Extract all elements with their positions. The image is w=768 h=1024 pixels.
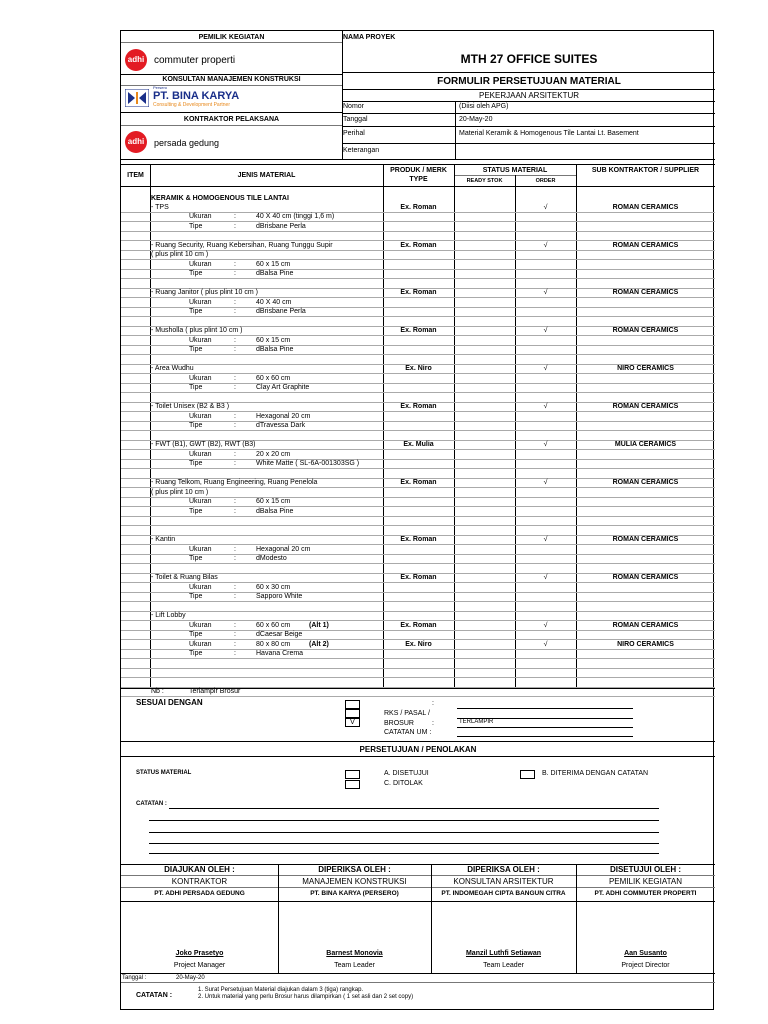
contractor-label: KONTRAKTOR PELAKSANA <box>183 116 280 123</box>
spec-label: Ukuran <box>189 640 212 648</box>
spec-alt-suffix: (Alt 2) <box>309 640 329 648</box>
option-b-checkbox[interactable] <box>520 770 535 779</box>
signature-name: Joko Prasetyo <box>175 950 224 957</box>
spec-colon: : <box>234 222 236 230</box>
row-divider <box>121 278 715 279</box>
compliance-colon-2: : <box>432 720 434 727</box>
brand-cell: Ex. Roman <box>400 203 437 211</box>
material-name: - Musholla ( plus plint 10 cm ) <box>151 327 243 334</box>
spec-label: Ukuran <box>189 374 212 382</box>
supplier-cell: ROMAN CERAMICS <box>612 621 679 629</box>
row-divider <box>121 668 715 669</box>
signature-name: Manzil Luthfi Setiawan <box>465 950 542 957</box>
signature-name: Barnest Monovia <box>326 950 383 957</box>
row-divider <box>121 383 715 384</box>
supplier-cell: ROMAN CERAMICS <box>612 241 679 249</box>
row-divider <box>121 430 715 431</box>
row-divider <box>121 221 715 222</box>
work-title: PEKERJAAN ARSITEKTUR <box>478 91 580 100</box>
signature-company: PT. ADHI PERSADA GEDUNG <box>154 890 245 897</box>
spec-colon: : <box>234 593 236 600</box>
row-divider <box>121 307 715 308</box>
row-divider <box>121 554 715 555</box>
brand-cell: Ex. Roman <box>400 403 437 410</box>
owner-logo-icon: adhi <box>125 49 147 71</box>
compliance-label-1: RKS / PASAL / <box>384 710 430 717</box>
bina-karya-logo-icon <box>125 89 149 107</box>
supplier-cell: MULIA CERAMICS <box>614 441 677 448</box>
field-perihal-label: Perihal <box>343 130 365 137</box>
spec-value: Clay Art Graphite <box>256 384 310 391</box>
form-title: FORMULIR PERSETUJUAN MATERIAL <box>437 76 621 87</box>
spec-value: White Matte ( SL-6A-001303SG ) <box>256 460 360 467</box>
material-name: ( plus plint 10 cm ) <box>151 488 209 496</box>
row-divider <box>121 231 715 232</box>
footer-date-value: 20-May-20 <box>176 975 205 981</box>
brand-cell: Ex. Roman <box>400 536 437 543</box>
brand-cell: Ex. Niro <box>405 640 432 648</box>
spec-label: Tipe <box>189 270 203 277</box>
signature-title: Project Manager <box>173 962 226 969</box>
field-nomor-label: Nomor <box>343 103 365 110</box>
col-status-header: STATUS MATERIAL <box>482 167 548 174</box>
spec-value: 60 x 60 cm <box>256 374 291 382</box>
material-name: - TPS <box>151 203 169 211</box>
row-divider <box>121 354 715 355</box>
field-tanggal-value: 20-May-20 <box>459 116 493 123</box>
row-divider <box>121 696 715 697</box>
order-check: √ <box>543 621 548 629</box>
col-sub-header: SUB KONTRAKTOR / SUPPLIER <box>591 167 700 174</box>
compliance-check-0[interactable] <box>345 700 360 709</box>
row-divider <box>121 658 715 659</box>
signature-party: KONSULTAN ARSITEKTUR <box>453 877 554 886</box>
spec-label: Tipe <box>189 555 203 562</box>
spec-value: Sapporo White <box>256 593 303 600</box>
order-check: √ <box>543 640 548 648</box>
spec-value: 60 x 15 cm <box>256 336 291 344</box>
supplier-cell: ROMAN CERAMICS <box>612 203 679 211</box>
spec-colon: : <box>234 650 236 657</box>
material-name: - Area Wudhu <box>151 365 194 372</box>
spec-value: dBalsa Pine <box>256 270 294 277</box>
col-ready-header: READY STOK <box>466 178 503 184</box>
spec-label: Tipe <box>189 222 203 230</box>
spec-label: Ukuran <box>189 412 212 420</box>
row-divider <box>121 649 715 650</box>
signature-role: DIAJUKAN OLEH : <box>164 865 235 874</box>
spec-colon: : <box>234 260 236 268</box>
material-approval-form <box>120 30 714 1010</box>
row-divider <box>121 611 715 612</box>
spec-value: 60 x 15 cm <box>256 498 291 505</box>
row-divider <box>121 677 715 678</box>
spec-value: 80 x 80 cm <box>256 640 291 648</box>
compliance-colon-0: : <box>432 700 434 707</box>
spec-label: Tipe <box>189 422 203 429</box>
signature-role: DISETUJUI OLEH : <box>609 865 682 874</box>
row-divider <box>121 269 715 270</box>
spec-label: Tipe <box>189 631 203 638</box>
row-divider <box>121 316 715 317</box>
spec-colon: : <box>234 422 236 429</box>
project-label: NAMA PROYEK <box>343 34 396 41</box>
project-name: MTH 27 OFFICE SUITES <box>460 52 598 66</box>
material-name: - Toilet Unisex (B2 & B3 ) <box>151 403 230 410</box>
spec-value: dBalsa Pine <box>256 507 294 515</box>
spec-colon: : <box>234 298 236 306</box>
field-nomor-value: (Diisi oleh APG) <box>459 103 509 110</box>
approval-title: PERSETUJUAN / PENOLAKAN <box>359 745 477 754</box>
spec-value: Hexagonal 20 cm <box>256 545 311 553</box>
row-divider <box>121 516 715 517</box>
material-name: - Lift Lobby <box>151 612 186 619</box>
material-name: - FWT (B1), GWT (B2), RWT (B3) <box>151 441 256 448</box>
spec-label: Ukuran <box>189 498 212 505</box>
signature-title: Team Leader <box>483 962 524 969</box>
material-name: - Toilet & Ruang Bilas <box>151 574 218 581</box>
material-name: - Ruang Janitor ( plus plint 10 cm ) <box>151 289 258 296</box>
spec-colon: : <box>234 640 236 648</box>
compliance-check-1[interactable] <box>345 709 360 718</box>
spec-colon: : <box>234 507 236 515</box>
spec-label: Tipe <box>189 460 203 467</box>
material-name: - Ruang Telkom, Ruang Engineering, Ruang Penelola <box>151 479 318 486</box>
order-check: √ <box>543 327 548 334</box>
brand-cell: Ex. Roman <box>400 241 437 249</box>
spec-value: 20 x 20 cm <box>256 450 291 458</box>
field-keterangan-label: Keterangan <box>343 147 380 154</box>
spec-colon: : <box>234 213 236 220</box>
spec-colon: : <box>234 346 236 353</box>
spec-colon: : <box>234 412 236 420</box>
consultant-logo-tagline: Consulting & Development Partner <box>153 102 230 108</box>
brand-cell: Ex. Roman <box>400 289 437 296</box>
footer-note-2: 2. Untuk material yang perlu Brosur harus dilampirkan ( 1 set asli dan 2 set copy) <box>198 994 414 1000</box>
note-value: Terlampir Brosur <box>189 688 241 695</box>
order-check: √ <box>543 536 548 543</box>
compliance-label-3: CATATAN UM : <box>384 729 432 736</box>
option-a-checkbox[interactable] <box>345 770 360 779</box>
consultant-label: KONSULTAN MANAJEMEN KONSTRUKSI <box>162 76 301 83</box>
row-divider <box>121 601 715 602</box>
spec-value: dModesto <box>256 555 287 562</box>
spec-colon: : <box>234 308 236 315</box>
footer-note-1: 1. Surat Persetujuan Material diajukan dalam 3 (tiga) rangkap. <box>198 987 364 993</box>
spec-label: Tipe <box>189 308 203 315</box>
order-check: √ <box>543 479 548 486</box>
option-c-checkbox[interactable] <box>345 780 360 789</box>
spec-value: dBalsa Pine <box>256 346 294 353</box>
order-check: √ <box>543 403 548 410</box>
signature-party: KONTRAKTOR <box>171 877 228 886</box>
spec-value: dCaesar Beige <box>256 631 303 638</box>
signature-name: Aan Susanto <box>624 950 667 957</box>
spec-label: Tipe <box>189 593 203 600</box>
owner-label: PEMILIK KEGIATAN <box>198 34 265 41</box>
contractor-logo-icon: adhi <box>125 131 147 153</box>
spec-colon: : <box>234 555 236 562</box>
signature-blocks <box>121 864 715 973</box>
row-divider <box>121 421 715 422</box>
supplier-cell: ROMAN CERAMICS <box>612 574 679 581</box>
notes-field[interactable] <box>149 806 659 854</box>
signature-party: PEMILIK KEGIATAN <box>608 877 683 886</box>
spec-colon: : <box>234 498 236 505</box>
row-divider <box>121 487 715 488</box>
row-divider <box>121 468 715 469</box>
spec-value: dTravessa Dark <box>256 422 306 429</box>
spec-label: Ukuran <box>189 621 212 629</box>
order-check: √ <box>543 289 548 296</box>
spec-label: Ukuran <box>189 545 212 553</box>
signature-party: MANAJEMEN KONSTRUKSI <box>302 877 407 886</box>
spec-colon: : <box>234 460 236 467</box>
footer-notes-label: CATATAN : <box>136 992 173 999</box>
spec-value: Havana Crema <box>256 650 304 657</box>
spec-label: Ukuran <box>189 336 212 344</box>
footer-date-label: Tanggal : <box>122 975 147 981</box>
brand-cell: Ex. Roman <box>400 479 437 486</box>
row-divider <box>121 459 715 460</box>
brand-cell: Ex. Roman <box>400 621 437 629</box>
brand-cell: Ex. Roman <box>400 574 437 581</box>
spec-label: Ukuran <box>189 583 212 591</box>
supplier-cell: ROMAN CERAMICS <box>612 327 679 334</box>
spec-value: 40 X 40 cm <box>256 298 292 306</box>
spec-colon: : <box>234 583 236 591</box>
brand-cell: Ex. Roman <box>400 327 437 334</box>
row-divider <box>121 525 715 526</box>
note-label: Nb : <box>151 688 164 695</box>
order-check: √ <box>543 441 548 448</box>
supplier-cell: ROMAN CERAMICS <box>612 289 679 296</box>
signature-role: DIPERIKSA OLEH : <box>318 865 391 874</box>
spec-value: dBrisbane Perla <box>256 222 306 230</box>
section-title: KERAMIK & HOMOGENOUS TILE LANTAI <box>151 195 289 202</box>
spec-colon: : <box>234 545 236 553</box>
order-check: √ <box>543 574 548 581</box>
col-item-header: ITEM <box>127 172 144 179</box>
material-name: ( plus plint 10 cm ) <box>151 251 209 258</box>
spec-label: Ukuran <box>189 298 212 306</box>
supplier-cell: ROMAN CERAMICS <box>612 536 679 543</box>
spec-value: 60 x 60 cm <box>256 621 291 629</box>
material-rows <box>121 202 715 695</box>
contractor-logo-text: persada gedung <box>154 138 220 148</box>
brand-cell: Ex. Niro <box>405 365 432 372</box>
spec-colon: : <box>234 631 236 638</box>
spec-label: Tipe <box>189 384 203 391</box>
col-brand-header: PRODUK / MERK TYPE <box>390 167 447 183</box>
field-tanggal-label: Tanggal <box>343 116 368 123</box>
field-perihal-value: Material Keramik & Homogenous Tile Lantai Lt. Basement <box>459 130 639 137</box>
supplier-cell: ROMAN CERAMICS <box>612 479 679 486</box>
compliance-value-2[interactable]: TERLAMPIR <box>459 719 494 725</box>
col-material-header: JENIS MATERIAL <box>237 172 296 179</box>
spec-value: 60 x 30 cm <box>256 583 291 591</box>
signature-company: PT. ADHI COMMUTER PROPERTI <box>594 890 697 897</box>
consultant-logo-small: Persero <box>153 85 168 90</box>
material-table <box>121 164 715 695</box>
spec-label: Tipe <box>189 507 203 515</box>
brand-cell: Ex. Mulia <box>403 441 434 448</box>
material-name: - Kantin <box>151 536 176 543</box>
spec-label: Ukuran <box>189 213 212 220</box>
spec-label: Ukuran <box>189 260 212 268</box>
status-material-label: STATUS MATERIAL <box>136 770 192 776</box>
supplier-cell: NIRO CERAMICS <box>617 640 674 648</box>
supplier-cell: NIRO CERAMICS <box>617 365 674 372</box>
spec-label: Ukuran <box>189 450 212 458</box>
supplier-cell: ROMAN CERAMICS <box>612 403 679 410</box>
signature-title: Team Leader <box>334 962 375 969</box>
col-order-header: ORDER <box>535 178 556 184</box>
spec-label: Tipe <box>189 650 203 657</box>
option-c-label: C. DITOLAK <box>384 780 423 787</box>
spec-alt-suffix: (Alt 1) <box>309 621 329 629</box>
option-b-label: B. DITERIMA DENGAN CATATAN <box>542 770 649 777</box>
row-divider <box>121 563 715 564</box>
spec-colon: : <box>234 374 236 382</box>
row-divider <box>121 345 715 346</box>
signature-company: PT. INDOMEGAH CIPTA BANGUN CITRA <box>441 890 566 897</box>
notes-label: CATATAN : <box>136 801 167 807</box>
spec-colon: : <box>234 336 236 344</box>
spec-colon: : <box>234 384 236 391</box>
consultant-logo-text: PT. BINA KARYA <box>153 90 240 102</box>
row-divider <box>121 592 715 593</box>
spec-colon: : <box>234 450 236 458</box>
signature-company: PT. BINA KARYA (PERSERO) <box>310 890 399 897</box>
row-divider <box>121 506 715 507</box>
spec-label: Tipe <box>189 346 203 353</box>
compliance-title: SESUAI DENGAN <box>136 698 203 707</box>
spec-colon: : <box>234 621 236 629</box>
row-divider <box>121 392 715 393</box>
signature-role: DIPERIKSA OLEH : <box>467 865 540 874</box>
order-check: √ <box>543 203 548 211</box>
spec-value: 60 x 15 cm <box>256 260 291 268</box>
owner-logo-text: commuter properti <box>154 55 236 66</box>
option-a-label: A. DISETUJUI <box>384 770 429 777</box>
compliance-label-2: BROSUR <box>384 720 414 727</box>
spec-colon: : <box>234 270 236 277</box>
spec-value: 40 X 40 cm (tinggi 1,6 m) <box>256 213 335 220</box>
row-divider <box>121 250 715 251</box>
order-check: √ <box>543 241 548 249</box>
spec-value: dBrisbane Perla <box>256 308 306 315</box>
signature-title: Project Director <box>621 962 670 969</box>
compliance-check-2[interactable]: V <box>345 718 360 727</box>
spec-value: Hexagonal 20 cm <box>256 412 311 420</box>
row-divider <box>121 630 715 631</box>
order-check: √ <box>543 365 548 372</box>
material-name: - Ruang Security, Ruang Kebersihan, Ruang Tunggu Supir <box>151 241 333 249</box>
